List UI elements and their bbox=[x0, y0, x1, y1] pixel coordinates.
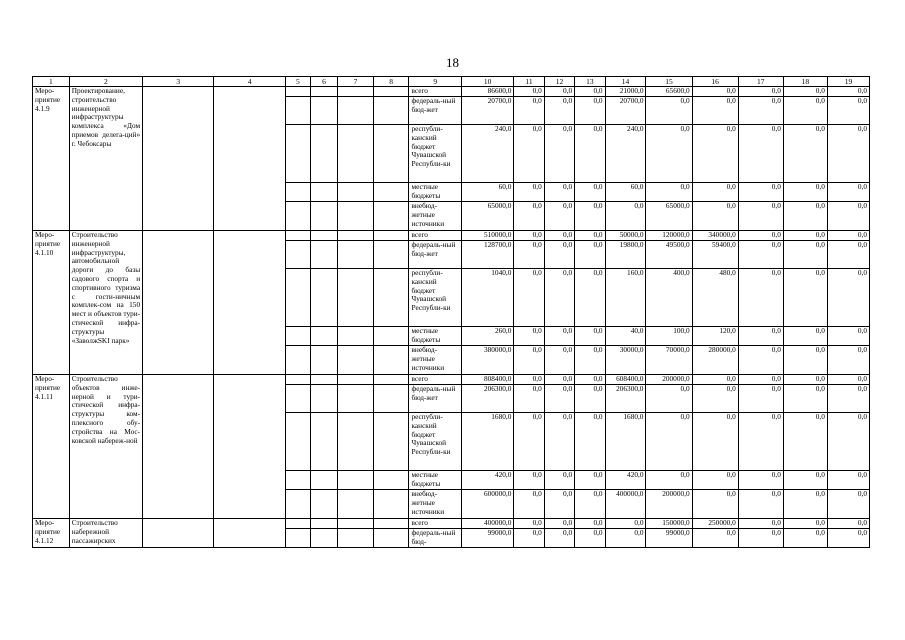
empty-cell bbox=[338, 346, 374, 375]
value-cell: 0,0 bbox=[738, 529, 783, 548]
measure-code: Меро- приятие 4.1.9 bbox=[33, 87, 70, 231]
empty-cell bbox=[310, 241, 337, 269]
value-cell: 0,0 bbox=[738, 269, 783, 327]
value-cell: 0,0 bbox=[575, 346, 605, 375]
empty-cell bbox=[310, 202, 337, 231]
value-cell: 0,0 bbox=[783, 346, 827, 375]
empty-cell bbox=[285, 125, 310, 183]
value-cell: 59400,0 bbox=[692, 241, 738, 269]
empty-cell bbox=[338, 529, 374, 548]
value-cell: 0,0 bbox=[514, 269, 544, 327]
empty-cell bbox=[310, 183, 337, 202]
header-cell: 2 bbox=[69, 77, 142, 87]
value-cell: 400000,0 bbox=[605, 490, 646, 519]
value-cell: 0,0 bbox=[575, 519, 605, 529]
value-cell: 0,0 bbox=[544, 327, 574, 346]
value-cell: 0,0 bbox=[738, 327, 783, 346]
header-cell: 11 bbox=[514, 77, 544, 87]
funding-source: местные бюджеты bbox=[409, 327, 461, 346]
empty-cell bbox=[338, 125, 374, 183]
empty-cell bbox=[373, 97, 409, 125]
value-cell: 480,0 bbox=[692, 269, 738, 327]
value-cell: 0,0 bbox=[692, 385, 738, 413]
value-cell: 0,0 bbox=[738, 183, 783, 202]
value-cell: 0,0 bbox=[783, 529, 827, 548]
value-cell: 0,0 bbox=[783, 183, 827, 202]
funding-source: всего bbox=[409, 519, 461, 529]
empty-cell bbox=[285, 375, 310, 385]
value-cell: 1680,0 bbox=[605, 413, 646, 471]
value-cell: 240,0 bbox=[461, 125, 513, 183]
empty-cell bbox=[338, 183, 374, 202]
empty-cell bbox=[310, 519, 337, 529]
value-cell: 120000,0 bbox=[646, 231, 692, 241]
empty-cell bbox=[310, 529, 337, 548]
empty-cell bbox=[373, 231, 409, 241]
value-cell: 0,0 bbox=[827, 346, 869, 375]
empty-cell bbox=[285, 385, 310, 413]
funding-source: внебюд-жетные источники bbox=[409, 490, 461, 519]
value-cell: 0,0 bbox=[783, 87, 827, 97]
funding-source: федераль-ный бюд-жет bbox=[409, 241, 461, 269]
value-cell: 0,0 bbox=[827, 385, 869, 413]
value-cell: 20700,0 bbox=[605, 97, 646, 125]
value-cell: 0,0 bbox=[692, 87, 738, 97]
value-cell: 0,0 bbox=[827, 413, 869, 471]
value-cell: 380000,0 bbox=[461, 346, 513, 375]
value-cell: 340000,0 bbox=[692, 231, 738, 241]
value-cell: 128700,0 bbox=[461, 241, 513, 269]
empty-cell bbox=[373, 375, 409, 385]
empty-cell bbox=[310, 327, 337, 346]
value-cell: 0,0 bbox=[646, 125, 692, 183]
value-cell: 0,0 bbox=[827, 327, 869, 346]
value-cell: 0,0 bbox=[692, 183, 738, 202]
measure-name: Проектирование, строительство инженерной инфраструктуры комплекса «Дом приемов делега-ций» г. Чебоксары bbox=[69, 87, 142, 231]
value-cell: 400000,0 bbox=[461, 519, 513, 529]
value-cell: 0,0 bbox=[544, 413, 574, 471]
value-cell: 0,0 bbox=[827, 87, 869, 97]
table-row bbox=[33, 231, 870, 241]
funding-source: республи-канский бюджет Чувашской Республи-ки bbox=[409, 269, 461, 327]
value-cell: 60,0 bbox=[461, 183, 513, 202]
value-cell: 86600,0 bbox=[461, 87, 513, 97]
value-cell: 0,0 bbox=[738, 231, 783, 241]
value-cell: 0,0 bbox=[783, 125, 827, 183]
empty-cell bbox=[373, 125, 409, 183]
value-cell: 0,0 bbox=[575, 87, 605, 97]
value-cell: 0,0 bbox=[575, 97, 605, 125]
measure-name: Строительство объектов инже-нерной и тури-стической инфра-структуры ком-плексного обу-стройства на Мос-ковской набереж-ной bbox=[69, 375, 142, 519]
value-cell: 0,0 bbox=[646, 471, 692, 490]
table-row bbox=[33, 519, 870, 529]
value-cell: 420,0 bbox=[461, 471, 513, 490]
header-cell: 1 bbox=[33, 77, 70, 87]
value-cell: 0,0 bbox=[692, 97, 738, 125]
value-cell: 0,0 bbox=[544, 87, 574, 97]
table-row bbox=[33, 375, 870, 385]
value-cell: 0,0 bbox=[783, 97, 827, 125]
value-cell: 0,0 bbox=[738, 385, 783, 413]
value-cell: 0,0 bbox=[514, 519, 544, 529]
empty-cell bbox=[373, 385, 409, 413]
value-cell: 0,0 bbox=[514, 490, 544, 519]
value-cell: 0,0 bbox=[544, 471, 574, 490]
budget-table bbox=[32, 76, 870, 548]
value-cell: 0,0 bbox=[575, 529, 605, 548]
value-cell: 0,0 bbox=[544, 231, 574, 241]
header-cell: 3 bbox=[143, 77, 214, 87]
value-cell: 0,0 bbox=[575, 202, 605, 231]
value-cell: 0,0 bbox=[646, 97, 692, 125]
value-cell: 160,0 bbox=[605, 269, 646, 327]
value-cell: 808400,0 bbox=[461, 375, 513, 385]
value-cell: 0,0 bbox=[692, 529, 738, 548]
value-cell: 420,0 bbox=[605, 471, 646, 490]
value-cell: 0,0 bbox=[514, 471, 544, 490]
value-cell: 0,0 bbox=[514, 87, 544, 97]
value-cell: 30000,0 bbox=[605, 346, 646, 375]
empty-cell bbox=[310, 269, 337, 327]
value-cell: 0,0 bbox=[544, 385, 574, 413]
value-cell: 0,0 bbox=[783, 519, 827, 529]
value-cell: 99000,0 bbox=[646, 529, 692, 548]
value-cell: 1040,0 bbox=[461, 269, 513, 327]
value-cell: 0,0 bbox=[692, 471, 738, 490]
empty-cell bbox=[285, 241, 310, 269]
value-cell: 0,0 bbox=[575, 413, 605, 471]
value-cell: 0,0 bbox=[738, 125, 783, 183]
value-cell: 0,0 bbox=[738, 87, 783, 97]
empty-cell bbox=[373, 413, 409, 471]
measure-name: Строительство набережной пассажирских bbox=[69, 519, 142, 548]
empty-cell bbox=[285, 183, 310, 202]
value-cell: 0,0 bbox=[514, 346, 544, 375]
empty-cell bbox=[143, 87, 214, 231]
empty-cell bbox=[310, 385, 337, 413]
value-cell: 0,0 bbox=[738, 471, 783, 490]
value-cell: 200000,0 bbox=[646, 375, 692, 385]
value-cell: 0,0 bbox=[575, 231, 605, 241]
empty-cell bbox=[285, 413, 310, 471]
value-cell: 0,0 bbox=[544, 241, 574, 269]
value-cell: 0,0 bbox=[738, 202, 783, 231]
value-cell: 0,0 bbox=[783, 385, 827, 413]
value-cell: 0,0 bbox=[544, 97, 574, 125]
value-cell: 0,0 bbox=[692, 125, 738, 183]
funding-source: федераль-ный бюд-жет bbox=[409, 97, 461, 125]
value-cell: 206300,0 bbox=[605, 385, 646, 413]
value-cell: 0,0 bbox=[827, 375, 869, 385]
value-cell: 0,0 bbox=[575, 183, 605, 202]
value-cell: 0,0 bbox=[783, 231, 827, 241]
value-cell: 0,0 bbox=[738, 346, 783, 375]
funding-source: местные бюджеты bbox=[409, 471, 461, 490]
value-cell: 0,0 bbox=[827, 519, 869, 529]
empty-cell bbox=[338, 385, 374, 413]
value-cell: 0,0 bbox=[514, 125, 544, 183]
funding-source: внебюд-жетные источники bbox=[409, 346, 461, 375]
value-cell: 0,0 bbox=[827, 529, 869, 548]
value-cell: 0,0 bbox=[692, 375, 738, 385]
empty-cell bbox=[143, 519, 214, 548]
empty-cell bbox=[373, 346, 409, 375]
funding-source: всего bbox=[409, 87, 461, 97]
page-number: 18 bbox=[446, 55, 459, 70]
empty-cell bbox=[338, 471, 374, 490]
value-cell: 0,0 bbox=[827, 125, 869, 183]
value-cell: 600000,0 bbox=[461, 490, 513, 519]
value-cell: 0,0 bbox=[738, 97, 783, 125]
value-cell: 260,0 bbox=[461, 327, 513, 346]
value-cell: 0,0 bbox=[575, 375, 605, 385]
empty-cell bbox=[285, 529, 310, 548]
value-cell: 0,0 bbox=[544, 529, 574, 548]
value-cell: 0,0 bbox=[514, 231, 544, 241]
empty-cell bbox=[143, 231, 214, 375]
value-cell: 0,0 bbox=[575, 269, 605, 327]
empty-cell bbox=[310, 471, 337, 490]
empty-cell bbox=[338, 490, 374, 519]
value-cell: 0,0 bbox=[827, 490, 869, 519]
header-cell: 7 bbox=[338, 77, 374, 87]
empty-cell bbox=[338, 202, 374, 231]
funding-source: местные бюджеты bbox=[409, 183, 461, 202]
empty-cell bbox=[373, 519, 409, 529]
value-cell: 60,0 bbox=[605, 183, 646, 202]
value-cell: 99000,0 bbox=[461, 529, 513, 548]
measure-code: Меро- приятие 4.1.11 bbox=[33, 375, 70, 519]
empty-cell bbox=[214, 87, 285, 231]
funding-source: федераль-ный бюд- bbox=[409, 529, 461, 548]
empty-cell bbox=[373, 269, 409, 327]
value-cell: 50000,0 bbox=[605, 231, 646, 241]
value-cell: 0,0 bbox=[827, 471, 869, 490]
header-cell: 18 bbox=[783, 77, 827, 87]
value-cell: 0,0 bbox=[544, 202, 574, 231]
empty-cell bbox=[143, 375, 214, 519]
empty-cell bbox=[285, 346, 310, 375]
empty-cell bbox=[338, 231, 374, 241]
value-cell: 0,0 bbox=[738, 413, 783, 471]
empty-cell bbox=[214, 231, 285, 375]
header-cell: 17 bbox=[738, 77, 783, 87]
empty-cell bbox=[338, 327, 374, 346]
value-cell: 0,0 bbox=[514, 529, 544, 548]
value-cell: 0,0 bbox=[738, 519, 783, 529]
empty-cell bbox=[373, 490, 409, 519]
empty-cell bbox=[310, 97, 337, 125]
value-cell: 0,0 bbox=[783, 413, 827, 471]
value-cell: 0,0 bbox=[827, 97, 869, 125]
value-cell: 0,0 bbox=[544, 490, 574, 519]
value-cell: 0,0 bbox=[783, 269, 827, 327]
value-cell: 0,0 bbox=[605, 519, 646, 529]
header-cell: 14 bbox=[605, 77, 646, 87]
value-cell: 0,0 bbox=[783, 490, 827, 519]
table-body bbox=[33, 77, 870, 548]
value-cell: 0,0 bbox=[692, 202, 738, 231]
value-cell: 0,0 bbox=[738, 490, 783, 519]
value-cell: 200000,0 bbox=[646, 490, 692, 519]
header-cell: 19 bbox=[827, 77, 869, 87]
measure-code: Меро- приятие 4.1.10 bbox=[33, 231, 70, 375]
value-cell: 70000,0 bbox=[646, 346, 692, 375]
value-cell: 0,0 bbox=[514, 183, 544, 202]
funding-source: всего bbox=[409, 231, 461, 241]
empty-cell bbox=[310, 346, 337, 375]
value-cell: 0,0 bbox=[575, 125, 605, 183]
empty-cell bbox=[338, 97, 374, 125]
value-cell: 0,0 bbox=[544, 269, 574, 327]
value-cell: 19800,0 bbox=[605, 241, 646, 269]
funding-source: республи-канский бюджет Чувашской Республи-ки bbox=[409, 125, 461, 183]
value-cell: 0,0 bbox=[605, 202, 646, 231]
value-cell: 0,0 bbox=[514, 413, 544, 471]
value-cell: 65000,0 bbox=[646, 202, 692, 231]
funding-source: всего bbox=[409, 375, 461, 385]
value-cell: 0,0 bbox=[514, 375, 544, 385]
empty-cell bbox=[285, 97, 310, 125]
value-cell: 0,0 bbox=[783, 241, 827, 269]
value-cell: 0,0 bbox=[575, 385, 605, 413]
value-cell: 65600,0 bbox=[646, 87, 692, 97]
funding-source: федераль-ный бюд-жет bbox=[409, 385, 461, 413]
funding-source: республи-канский бюджет Чувашской Республи-ки bbox=[409, 413, 461, 471]
empty-cell bbox=[285, 519, 310, 529]
empty-cell bbox=[338, 413, 374, 471]
empty-cell bbox=[373, 87, 409, 97]
empty-cell bbox=[310, 490, 337, 519]
empty-cell bbox=[338, 87, 374, 97]
value-cell: 0,0 bbox=[692, 490, 738, 519]
value-cell: 0,0 bbox=[514, 241, 544, 269]
empty-cell bbox=[338, 269, 374, 327]
header-cell: 9 bbox=[409, 77, 461, 87]
empty-cell bbox=[373, 241, 409, 269]
header-cell: 15 bbox=[646, 77, 692, 87]
empty-cell bbox=[285, 327, 310, 346]
value-cell: 0,0 bbox=[544, 346, 574, 375]
empty-cell bbox=[285, 231, 310, 241]
value-cell: 280000,0 bbox=[692, 346, 738, 375]
value-cell: 0,0 bbox=[544, 125, 574, 183]
value-cell: 0,0 bbox=[575, 327, 605, 346]
empty-cell bbox=[373, 183, 409, 202]
value-cell: 65000,0 bbox=[461, 202, 513, 231]
value-cell: 0,0 bbox=[575, 471, 605, 490]
empty-cell bbox=[373, 202, 409, 231]
value-cell: 100,0 bbox=[646, 327, 692, 346]
empty-cell bbox=[338, 241, 374, 269]
empty-cell bbox=[338, 519, 374, 529]
value-cell: 250000,0 bbox=[692, 519, 738, 529]
value-cell: 0,0 bbox=[514, 202, 544, 231]
value-cell: 0,0 bbox=[783, 375, 827, 385]
value-cell: 0,0 bbox=[646, 385, 692, 413]
header-cell: 8 bbox=[373, 77, 409, 87]
header-cell: 10 bbox=[461, 77, 513, 87]
value-cell: 0,0 bbox=[605, 529, 646, 548]
empty-cell bbox=[214, 375, 285, 519]
value-cell: 0,0 bbox=[692, 413, 738, 471]
empty-cell bbox=[285, 471, 310, 490]
value-cell: 240,0 bbox=[605, 125, 646, 183]
value-cell: 1680,0 bbox=[461, 413, 513, 471]
empty-cell bbox=[338, 375, 374, 385]
value-cell: 0,0 bbox=[783, 327, 827, 346]
empty-cell bbox=[285, 269, 310, 327]
empty-cell bbox=[310, 375, 337, 385]
funding-source: внебюд-жетные источники bbox=[409, 202, 461, 231]
empty-cell bbox=[285, 87, 310, 97]
value-cell: 0,0 bbox=[514, 327, 544, 346]
empty-cell bbox=[214, 519, 285, 548]
measure-code: Меро- приятие 4.1.12 bbox=[33, 519, 70, 548]
empty-cell bbox=[285, 490, 310, 519]
header-cell: 13 bbox=[575, 77, 605, 87]
value-cell: 0,0 bbox=[544, 375, 574, 385]
value-cell: 0,0 bbox=[738, 375, 783, 385]
value-cell: 0,0 bbox=[827, 241, 869, 269]
value-cell: 0,0 bbox=[827, 183, 869, 202]
empty-cell bbox=[310, 413, 337, 471]
value-cell: 20700,0 bbox=[461, 97, 513, 125]
value-cell: 0,0 bbox=[575, 241, 605, 269]
table-row bbox=[33, 87, 870, 97]
value-cell: 0,0 bbox=[783, 202, 827, 231]
empty-cell bbox=[373, 529, 409, 548]
empty-cell bbox=[310, 125, 337, 183]
value-cell: 0,0 bbox=[827, 202, 869, 231]
value-cell: 0,0 bbox=[514, 97, 544, 125]
empty-cell bbox=[285, 202, 310, 231]
value-cell: 150000,0 bbox=[646, 519, 692, 529]
value-cell: 21000,0 bbox=[605, 87, 646, 97]
value-cell: 400,0 bbox=[646, 269, 692, 327]
value-cell: 608400,0 bbox=[605, 375, 646, 385]
value-cell: 0,0 bbox=[783, 471, 827, 490]
value-cell: 206300,0 bbox=[461, 385, 513, 413]
value-cell: 40,0 bbox=[605, 327, 646, 346]
header-cell: 4 bbox=[214, 77, 285, 87]
header-cell: 6 bbox=[310, 77, 337, 87]
value-cell: 49500,0 bbox=[646, 241, 692, 269]
value-cell: 0,0 bbox=[575, 490, 605, 519]
value-cell: 0,0 bbox=[646, 413, 692, 471]
header-cell: 5 bbox=[285, 77, 310, 87]
empty-cell bbox=[310, 231, 337, 241]
value-cell: 0,0 bbox=[646, 183, 692, 202]
value-cell: 510000,0 bbox=[461, 231, 513, 241]
header-cell: 16 bbox=[692, 77, 738, 87]
empty-cell bbox=[310, 87, 337, 97]
value-cell: 0,0 bbox=[514, 385, 544, 413]
value-cell: 0,0 bbox=[738, 241, 783, 269]
value-cell: 0,0 bbox=[827, 231, 869, 241]
empty-cell bbox=[373, 327, 409, 346]
empty-cell bbox=[373, 471, 409, 490]
value-cell: 0,0 bbox=[544, 183, 574, 202]
value-cell: 0,0 bbox=[544, 519, 574, 529]
header-cell: 12 bbox=[544, 77, 574, 87]
value-cell: 120,0 bbox=[692, 327, 738, 346]
measure-name: Строительство инженерной инфраструктуры, автомобильной дороги до базы садового спорта и спортивного туризма с гости-ничным комплек-сом на 150 мест и объектов тури-стической инфра-структуры «ЗаволжSKI парк» bbox=[69, 231, 142, 375]
value-cell: 0,0 bbox=[827, 269, 869, 327]
header-row bbox=[33, 77, 870, 87]
